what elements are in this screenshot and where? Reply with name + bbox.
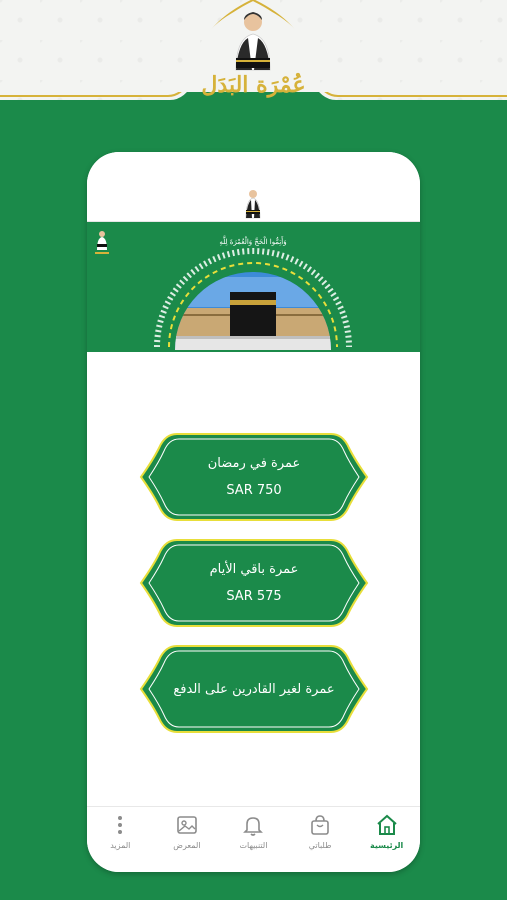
- bottom-tab-bar: [87, 806, 420, 872]
- phone-mockup: [87, 152, 420, 872]
- kaaba-banner: [87, 222, 420, 352]
- tab-label: المعرض: [173, 841, 201, 850]
- bell-icon: [241, 813, 265, 837]
- bag-icon: [308, 813, 332, 837]
- tab-home[interactable]: [354, 813, 420, 850]
- tab-label: المزيد: [110, 841, 131, 850]
- service-card-unable-to-pay[interactable]: [137, 642, 371, 736]
- service-title: عمرة لغير القادرين على الدفع: [173, 681, 335, 697]
- app-header: [87, 152, 420, 222]
- home-icon: [375, 813, 399, 837]
- service-title: عمرة في رمضان: [207, 456, 301, 471]
- tab-gallery[interactable]: [154, 813, 220, 850]
- tab-label: الرئيسية: [370, 841, 404, 850]
- service-price: SAR 750: [226, 483, 282, 498]
- service-price: SAR 575: [226, 589, 282, 604]
- header-logo-icon: [87, 152, 420, 222]
- tab-label: طلباتي: [308, 841, 332, 850]
- banner-small-logo-icon: [95, 231, 109, 254]
- tab-more[interactable]: [87, 813, 153, 850]
- service-title: عمرة باقي الأيام: [209, 562, 299, 577]
- app-logo-text: عُمْرَة البَدَل: [201, 72, 306, 98]
- service-card-ramadan[interactable]: [137, 430, 371, 524]
- more-icon: [108, 813, 132, 837]
- tab-label: التنبيهات: [239, 841, 268, 850]
- service-card-other-days[interactable]: [137, 536, 371, 630]
- tab-my-orders[interactable]: [287, 813, 353, 850]
- gallery-icon: [175, 813, 199, 837]
- banner-arc-text: وَأَتِمُّوا الْحَجَّ وَالْعُمْرَةَ لِلَّهِ: [219, 238, 287, 246]
- tab-notifications[interactable]: [220, 813, 286, 850]
